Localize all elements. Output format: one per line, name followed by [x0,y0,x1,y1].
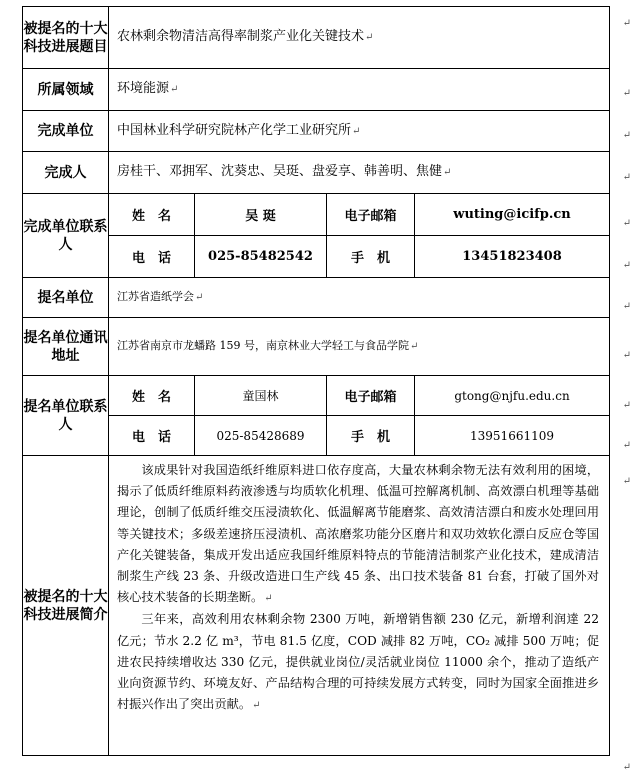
nominator-address-label: 提名单位通讯地址 [23,318,109,376]
title-label: 被提名的十大科技进展题目 [23,7,109,69]
summary-paragraph-1 [117,460,599,609]
row-end-mark: ↵ [622,350,631,361]
summary-text-1: 该成果针对我国造纸纤维原料进口依存度高，大量农林剩余物无法有效利用的困境，揭示了低质纤维原料药液渗透与均质软化机理、低温可控解离机制、高效漂白机理等基础理论，创制了低质纤维交压浸渍软化、低温解离节能磨浆、高效清洁漂白和废水处理回用等关键技术；多级差速挤压浸渍机、高浓磨浆功能分区磨片和双功效软化漂白反应仓等国产化关键装备，集成开发出适应我国纤维原料特点的节能清洁制浆产业化技术，建成清洁制浆生产线 23 条、升级改造进口生产线 45 条、出口技术装备 81 台套，打破了国外对核心技术装备的长期垄断。 [117,463,600,605]
nomination-form [22,6,610,756]
row-end-mark: ↵ [622,301,631,312]
row-persons [23,152,610,194]
paragraph-mark: ↵ [170,84,179,95]
summary-cell [109,456,610,756]
nominator-contact-name-label: 姓 名 [109,376,195,416]
paragraph-mark: ↵ [264,593,273,605]
paragraph-mark: ↵ [410,341,419,352]
row-title [23,7,610,69]
unit-label: 完成单位 [23,111,109,152]
row-nominator-contact-2 [23,416,610,456]
field-value: 环境能源 [117,81,170,96]
persons-value: 房桂干、邓拥军、沈葵忠、吴珽、盘爱享、韩善明、焦健 [117,164,443,179]
paragraph-mark: ↵ [365,32,374,43]
nominator-contact-email-label: 电子邮箱 [327,376,415,416]
nominator-contact-name: 童国林 [195,376,327,416]
row-unit [23,111,610,152]
row-end-mark: ↵ [622,172,631,183]
row-nominator-address [23,318,610,376]
paragraph-mark: ↵ [195,292,204,303]
row-end-mark: ↵ [622,88,631,99]
persons-value-cell [109,152,610,194]
row-end-mark: ↵ [622,476,631,487]
row-field [23,69,610,111]
unit-value-cell [109,111,610,152]
summary-text-2: 三年来，高效利用农林剩余物 2300 万吨，新增销售额 230 亿元，新增利润達 22 亿元；节水 2.2 亿 m³，节电 81.5 亿度，COD 减排 82 万吨，CO₂ 减排 500 万吨；促进农民持续增收达 330 亿元，提供就业岗位/灵活就业岗位 11000 余个，推动了造纸产业向资源节约、环境友好、产品结构合理的可持续发展方式转变，同时为国家全面推进乡村振兴作出了突出贡献。 [117,612,600,712]
nominator-contact-mobile: 13951661109 [415,416,610,456]
nominator-address-cell [109,318,610,376]
row-end-mark: ↵ [622,218,631,229]
row-end-mark: ↵ [622,440,631,451]
row-nominator-contact-1 [23,376,610,416]
unit-contact-name: 吴 珽 [195,194,327,236]
unit-contact-name-label: 姓 名 [109,194,195,236]
nominator-contact-label: 提名单位联系人 [23,376,109,456]
summary-label: 被提名的十大科技进展简介 [23,456,109,756]
unit-contact-phone-label: 电 话 [109,236,195,278]
field-value-cell [109,69,610,111]
field-label: 所属领域 [23,69,109,111]
nominator-address-value: 江苏省南京市龙蟠路 159 号，南京林业大学轻工与食品学院 [117,339,409,352]
unit-value: 中国林业科学研究院林产化学工业研究所 [117,122,352,138]
persons-label: 完成人 [23,152,109,194]
paragraph-mark: ↵ [252,700,261,712]
paragraph-mark: ↵ [352,125,361,137]
unit-contact-mobile-label: 手 机 [327,236,415,278]
nominator-contact-phone-label: 电 话 [109,416,195,456]
row-end-mark: ↵ [622,260,631,271]
row-end-mark: ↵ [622,400,631,411]
row-unit-contact-1 [23,194,610,236]
title-value: 农林剩余物清洁高得率制浆产业化关键技术 [117,29,365,44]
row-unit-contact-2 [23,236,610,278]
nominator-contact-email: gtong@njfu.edu.cn [415,376,610,416]
nominator-label: 提名单位 [23,278,109,318]
nominator-value-cell [109,278,610,318]
unit-contact-mobile: 13451823408 [415,236,610,278]
row-end-mark: ↵ [622,18,631,29]
title-value-cell [109,7,610,69]
row-nominator [23,278,610,318]
summary-paragraph-2 [117,609,599,716]
paragraph-mark: ↵ [443,167,452,178]
unit-contact-email: wuting@icifp.cn [415,194,610,236]
row-end-mark: ↵ [622,130,631,141]
row-end-mark: ↵ [622,762,631,773]
unit-contact-label: 完成单位联系人 [23,194,109,278]
row-summary [23,456,610,756]
unit-contact-phone: 025-85482542 [195,236,327,278]
nominator-contact-mobile-label: 手 机 [327,416,415,456]
nominator-contact-phone: 025-85428689 [195,416,327,456]
nominator-value: 江苏省造纸学会 [117,290,194,303]
unit-contact-email-label: 电子邮箱 [327,194,415,236]
